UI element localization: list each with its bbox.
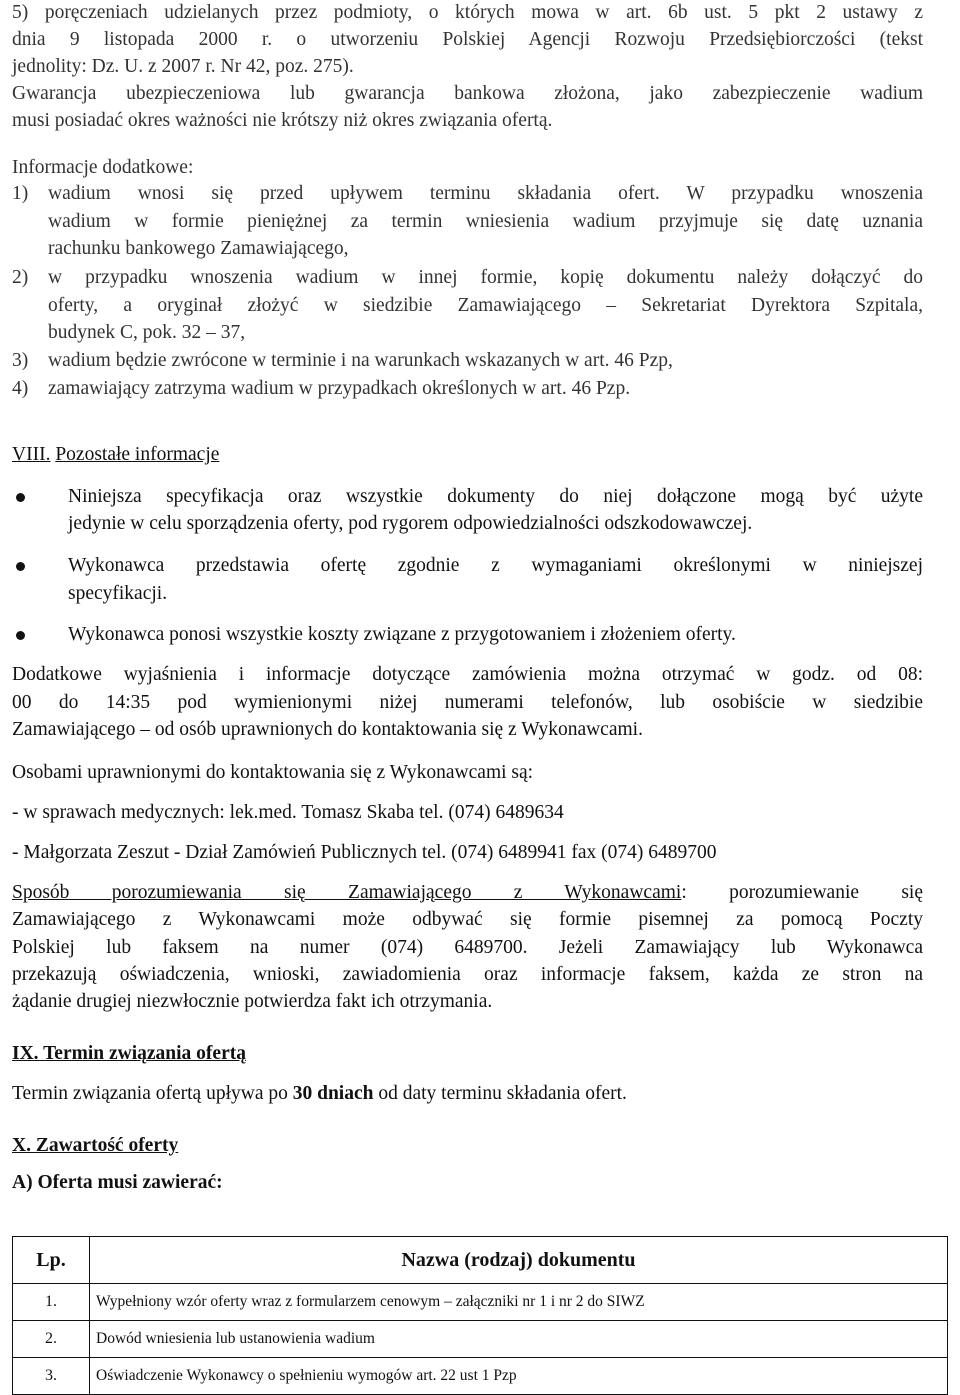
item-5-line: dnia 9 listopada 2000 r. o utworzeniu Polskiej Agencji Rozwoju Przedsiębiorczości (tekst xyxy=(12,29,923,50)
table-row xyxy=(13,1321,948,1358)
table-header-row xyxy=(13,1237,948,1284)
list-item-number: 4) xyxy=(12,378,29,399)
section-8-heading xyxy=(12,442,219,468)
item-5-line: jednolity: Dz. U. z 2007 r. Nr 42, poz. 275). xyxy=(12,56,354,77)
list-item-line: zamawiający zatrzyma wadium w przypadkach określonych w art. 46 Pzp. xyxy=(48,378,631,399)
table-cell-document: Oświadczenie Wykonawcy o spełnieniu wymogów art. 22 ust 1 Pzp xyxy=(90,1358,948,1395)
bullet-icon xyxy=(16,493,25,502)
list-item-line: w przypadku wnoszenia wadium w innej formie, kopię dokumentu należy dołączyć do xyxy=(48,267,923,288)
table-header-lp: Lp. xyxy=(13,1237,90,1284)
table-cell-lp: 2. xyxy=(13,1321,90,1358)
communication-label: Sposób porozumiewania się Zamawiającego z Wykonawcami xyxy=(12,882,682,903)
contacts-heading: Osobami uprawnionymi do kontaktowania się z Wykonawcami są: xyxy=(12,762,534,783)
table-cell-lp: 3. xyxy=(13,1358,90,1395)
communication-line: przekazują oświadczenia, wnioski, zawiadomienia oraz informacje faksem, każda ze stron na xyxy=(12,964,923,985)
contact-medical: - w sprawach medycznych: lek.med. Tomasz Skaba tel. (074) 6489634 xyxy=(12,802,564,823)
bullet-icon xyxy=(16,631,25,640)
table-cell-document: Dowód wniesienia lub ustanowienia wadium xyxy=(90,1321,948,1358)
contact-procurement: - Małgorzata Zeszut - Dział Zamówień Publicznych tel. (074) 6489941 fax (074) 6489700 xyxy=(12,842,717,863)
bullet-line: Wykonawca ponosi wszystkie koszty związane z przygotowaniem i złożeniem oferty. xyxy=(68,624,736,645)
guarantee-line: Gwarancja ubezpieczeniowa lub gwarancja bankowa złożona, jako zabezpieczenie wadium xyxy=(12,83,923,104)
section-10-subtitle: A) Oferta musi zawierać: xyxy=(12,1172,223,1193)
table-row xyxy=(13,1284,948,1321)
list-item-number: 1) xyxy=(12,183,29,204)
explanations-line: Zamawiającego – od osób uprawnionych do kontaktowania się z Wykonawcami. xyxy=(12,719,643,740)
communication-line: Zamawiającego z Wykonawcami może odbywać się formie pisemnej za pomocą Poczty xyxy=(12,909,923,930)
list-item-line: rachunku bankowego Zamawiającego, xyxy=(48,238,349,259)
list-item-line: wadium wnosi się przed upływem terminu składania ofert. W przypadku wnoszenia xyxy=(48,183,923,204)
communication-line: Sposób porozumiewania się Zamawiającego z Wykonawcami: porozumiewanie się xyxy=(12,882,924,903)
list-item-number: 3) xyxy=(12,350,29,371)
list-item-line: wadium będzie zwrócone w terminie i na warunkach wskazanych w art. 46 Pzp, xyxy=(48,350,673,371)
item-5-line: 5) poręczeniach udzielanych przez podmioty, o których mowa w art. 6b ust. 5 pkt 2 ustawy z xyxy=(12,2,923,23)
list-item-line: wadium w formie pieniężnej za termin wniesienia wadium przyjmuje się datę uznania xyxy=(48,211,923,232)
section-8-number: VIII. xyxy=(12,444,51,465)
section-8-title: Pozostałe informacje xyxy=(55,444,220,465)
table-header-document-name: Nazwa (rodzaj) dokumentu xyxy=(90,1237,948,1284)
communication-line: Polskiej lub faksem na numer (074) 6489700. Jeżeli Zamawiający lub Wykonawca xyxy=(12,937,923,958)
section-9-title: IX. Termin związania ofertą xyxy=(12,1043,246,1064)
explanations-line: Dodatkowe wyjaśnienia i informacje dotyczące zamówienia można otrzymać w godz. od 08: xyxy=(12,664,923,685)
list-item-line: oferty, a oryginał złożyć w siedzibie Zamawiającego – Sekretariat Dyrektora Szpitala, xyxy=(48,295,923,316)
guarantee-line: musi posiadać okres ważności nie krótszy niż okres związania ofertą. xyxy=(12,110,553,131)
communication-line: żądanie drugiej niezwłocznie potwierdza fakt ich otrzymania. xyxy=(12,991,493,1012)
list-item-line: budynek C, pok. 32 – 37, xyxy=(48,322,246,343)
documents-table xyxy=(12,1236,948,1395)
list-item-number: 2) xyxy=(12,267,29,288)
table-row xyxy=(13,1358,948,1395)
bullet-line: Niniejsza specyfikacja oraz wszystkie dokumenty do niej dołączone mogą być użyte xyxy=(68,486,923,507)
table-cell-document: Wypełniony wzór oferty wraz z formularzem cenowym – załączniki nr 1 i nr 2 do SIWZ xyxy=(90,1284,948,1321)
section-9-text: Termin związania ofertą upływa po 30 dniach od daty terminu składania ofert. xyxy=(12,1083,627,1104)
bullet-line: specyfikacji. xyxy=(68,583,168,604)
explanations-line: 00 do 14:35 pod wymienionymi niżej numerami telefonów, lub osobiście w siedzibie xyxy=(12,692,923,713)
additional-info-heading: Informacje dodatkowe: xyxy=(12,157,194,178)
table-cell-lp: 1. xyxy=(13,1284,90,1321)
bullet-line: jedynie w celu sporządzenia oferty, pod rygorem odpowiedzialności odszkodowawczej. xyxy=(68,513,753,534)
section-10-title: X. Zawartość oferty xyxy=(12,1135,179,1156)
bullet-line: Wykonawca przedstawia ofertę zgodnie z wymaganiami określonymi w niniejszej xyxy=(68,555,923,576)
bullet-icon xyxy=(16,562,25,571)
